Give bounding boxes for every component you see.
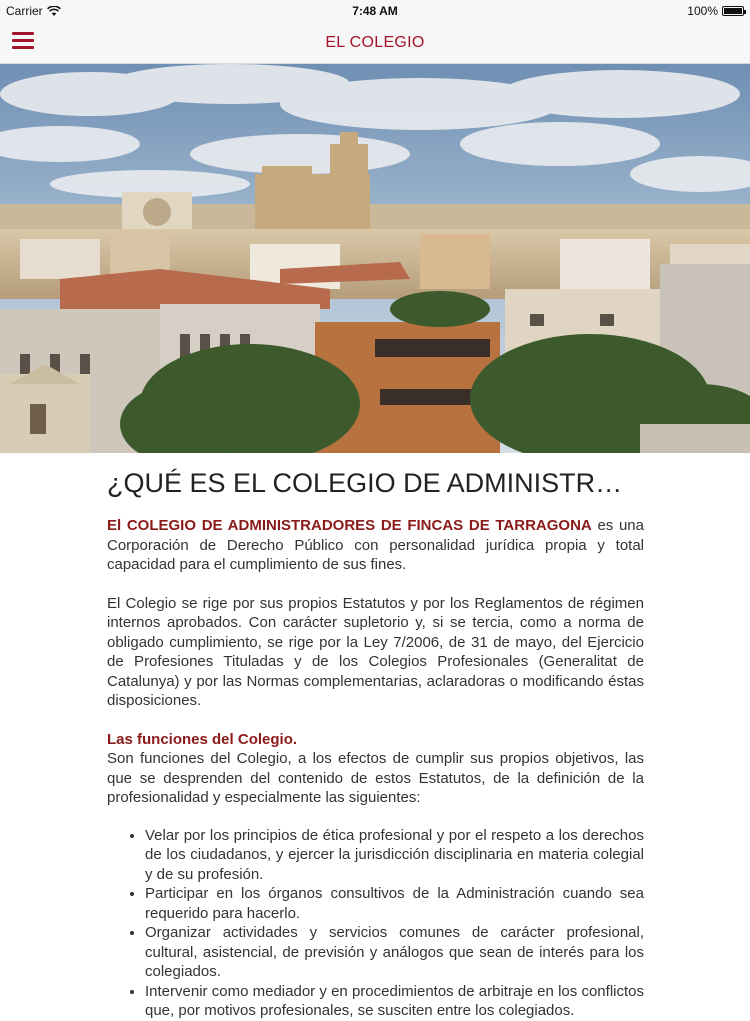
status-time: 7:48 AM bbox=[352, 4, 398, 18]
intro-paragraph bbox=[107, 516, 644, 575]
carrier-label: Carrier bbox=[6, 4, 43, 18]
hero-image-tarragona-cityscape bbox=[0, 64, 750, 453]
article bbox=[107, 466, 644, 1021]
intro-text: es una Corporación de Derecho Público con personalidad jurídica propia y total capacidad para el cumplimiento de sus fines. bbox=[107, 517, 644, 573]
status-bar bbox=[0, 0, 750, 22]
functions-list bbox=[107, 826, 644, 1021]
functions-section bbox=[107, 730, 644, 1021]
list-item: • Velar por los principios de ética profesional y por el respeto a los derechos de los ciudadanos, y ejercer la jurisdicción disciplinaria en materia colegial y de su profesión. bbox=[145, 826, 644, 885]
article-title: ¿QUÉ ES EL COLEGIO DE ADMINISTR… bbox=[107, 468, 623, 498]
organization-name: El COLEGIO DE ADMINISTRADORES DE FINCAS DE TARRAGONA bbox=[107, 517, 592, 534]
battery-icon bbox=[722, 6, 744, 16]
list-item: • Organizar actividades y servicios comunes de carácter profesional, cultural, asistencial, de previsión y análogos que sean de interés para los colegiados. bbox=[145, 923, 644, 982]
battery-indicator bbox=[687, 4, 744, 18]
list-item: • Participar en los órganos consultivos de la Administración cuando sea requerido para hacerlo. bbox=[145, 884, 644, 923]
list-item: • Intervenir como mediador y en procedimientos de arbitraje en los conflictos que, por motivos profesionales, se susciten entre los colegiados. bbox=[145, 982, 644, 1021]
battery-percent: 100% bbox=[687, 4, 718, 18]
functions-intro: Son funciones del Colegio, a los efectos de cumplir sus propios objetivos, las que se desprenden del contenido de estos Estatutos, de la definición de la profesionalidad y especialmente las siguientes: bbox=[107, 750, 644, 806]
functions-title: Las funciones del Colegio. bbox=[107, 730, 298, 748]
hamburger-menu-icon[interactable] bbox=[12, 32, 34, 52]
nav-bar bbox=[0, 22, 750, 64]
page-title: EL COLEGIO bbox=[325, 34, 425, 51]
regulation-paragraph: El Colegio se rige por sus propios Estatutos y por los Reglamentos de régimen internos aprobados. Con carácter supletorio y, si se tercia, como a norma de obligado cumplimiento, se rige por la Ley 7/2006, de 31 de mayo, del Ejercicio de Profesiones Tituladas y de los Colegios Profesionales (Generalitat de Catalunya) y por las Normas complementarias, aclaradoras o modificando éstas disposiciones. bbox=[107, 594, 644, 709]
